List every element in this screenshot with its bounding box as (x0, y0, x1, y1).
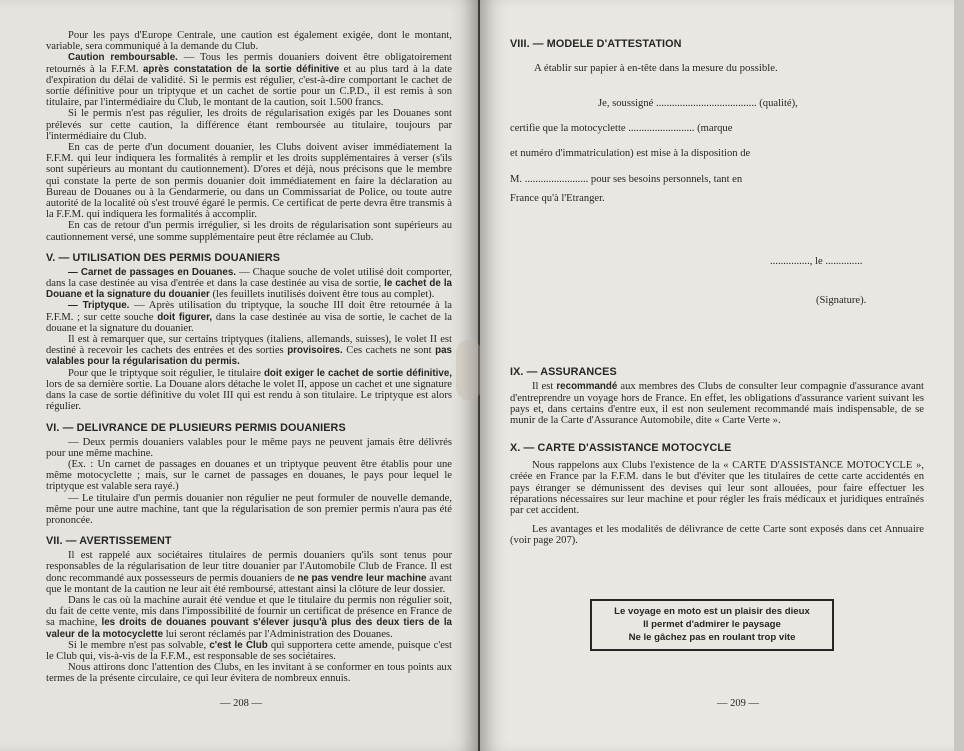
page-number-left: — 208 — (220, 698, 262, 709)
emphasis: après constatation de la sortie définitive (142, 63, 340, 75)
text: dans la case destinée au visa de sortie, le cachet de la douane et la signature du douanier. (46, 311, 452, 334)
attestation-place-date: ..............., le .............. (770, 256, 863, 268)
section-heading-ix: IX. — ASSURANCES (510, 366, 617, 379)
attestation-line-3: et numéro d'immatriculation) est mise à la disposition de (510, 148, 751, 160)
section-heading-v: V. — UTILISATION DES PERMIS DOUANIERS (46, 251, 281, 264)
delivrance-paragraph-2: (Ex. : Un carnet de passages en douanes et un triptyque peuvent être établis pour une même motocyclette ; mais, sur le carnet de passages en douanes, le pays pour lequel le triptyque est valable sera rayé.) (46, 458, 452, 493)
emphasis: recommandé (556, 381, 618, 393)
section-heading-viii: VIII. — MODELE D'ATTESTATION (510, 38, 682, 50)
text: Il est rappelé aux sociétaires titulaires de permis douaniers qu'ils sont tenus pour responsables de la régularisation de leur titre douanier par l'Automobile Club de France. Il est donc recommandé aux possesseurs de permis douaniers de (46, 550, 452, 584)
triptyque-paragraph (46, 300, 452, 334)
left-page (0, 0, 478, 751)
section-heading-vii: VII. — AVERTISSEMENT (46, 535, 172, 548)
emphasis: doit exiger le cachet de sortie définitive, (263, 367, 452, 379)
avertissement-paragraph-2 (46, 595, 452, 640)
page-number-right: — 209 — (717, 698, 759, 709)
caution-paragraph-2: Si le permis n'est pas régulier, les droits de régularisation exigés par les Douanes sont prélevés sur cette caution, la différence étant remboursée au titulaire, toujours par l'intermédiaire du Club. (46, 108, 452, 142)
library-stamp (456, 340, 482, 400)
carnet-title: — Carnet de passages en Douanes. (68, 266, 237, 278)
emphasis: les droits de douanes pouvant s'élever jusqu'à plus des deux tiers de la valeur de la motocyclette (46, 617, 452, 640)
triptyque-paragraph-3 (46, 368, 452, 413)
avertissement-paragraph-3 (46, 640, 452, 662)
text: — Chaque souche de volet utilisé doit comporter, dans la case destinée au visa d'entrée et dans la case destinée au visa de sortie, (46, 266, 453, 290)
carnet-paragraph (46, 267, 452, 301)
text: Ces cachets ne sont (342, 345, 436, 357)
text: Il est à remarquer que, sur certains triptyques (italiens, allemands, suisses), le volet II est destiné à recevoir les cachets des entrées et des sorties (46, 334, 452, 357)
caution-paragraph (46, 52, 452, 108)
text: lui seront réclamés par l'Administration des Douanes. (163, 628, 393, 640)
carte-paragraph-2: Les avantages et les modalités de délivrance de cette Carte sont exposés dans cet Annuaire (voir page 207). (510, 524, 924, 547)
attestation-line-1: Je, soussigné ...................................... (qualité), (598, 98, 798, 109)
attestation-signature: (Signature). (816, 295, 867, 307)
carte-paragraph: Nous rappelons aux Clubs l'existence de la « CARTE D'ASSISTANCE MOTOCYCLE », créée en France par la F.F.M. dans le but d'éviter que les titulaires de cette carte accidentés en pays étranger se démunissent des devises qui leur sont allouées, pour faire effectuer les réparations nécessaires sur leur machine et pour régler les frais médicaux et juridiques entraînés par cet accident. (510, 460, 924, 517)
text: Pour que le triptyque soit régulier, le titulaire (68, 367, 264, 379)
text: et au plus tard à la date d'expiration du délai de validité. Si le permis est régulier, c'est-à-dire comportant le cachet de sortie définitive pour un triptyque et un cachet de sortie pour un C.P.D., il est remis à son titulaire, par l'intermédiaire du Club, le montant de la caution, soit 1.500 francs. (46, 63, 453, 109)
attestation-line-2: certifie que la motocyclette ......................... (marque (510, 123, 733, 135)
emphasis: doit figurer, (157, 311, 213, 323)
emphasis: ne pas vendre leur machine (297, 572, 427, 584)
attestation-line-5: France qu'à l'Etranger. (510, 192, 605, 204)
motto-line-3: Ne le gâchez pas en roulant trop vite (628, 632, 796, 643)
book-edge (954, 0, 964, 751)
attestation-line-4: M. ........................ pour ses besoins personnels, tant en (510, 173, 743, 185)
assurances-paragraph (510, 381, 924, 426)
text: qui supportera cette amende, puisque c'est le Club qui, vis-à-vis de la F.F.M., est responsable de ses sociétaires. (46, 639, 452, 662)
avertissement-paragraph-4: Nous attirons donc l'attention des Clubs, en les invitant à se conformer en tous points aux termes de la présente circulaire, ce qui leur évitera de nombreux ennuis. (46, 662, 452, 685)
triptyque-paragraph-2 (46, 334, 452, 368)
avertissement-paragraph (46, 550, 452, 595)
motto-line-2: Il permet d'admirer le paysage (643, 619, 781, 630)
intro-paragraph: Pour les pays d'Europe Centrale, une caution est également exigée, dont le montant, variable, sera communiqué à la demande du Club. (46, 30, 452, 53)
caution-paragraph-4: En cas de retour d'un permis irrégulier, si les droits de régularisation sont supérieurs au cautionnement versé, une somme supplémentaire peut être réclamée au Club. (46, 220, 452, 243)
text: (les feuillets inutilisés doivent être tous au complet). (209, 289, 435, 301)
text: — Après utilisation du triptyque, la souche III doit être retournée à la F.F.M. ; sur cette souche (46, 300, 452, 323)
emphasis: provisoires. (287, 345, 343, 357)
emphasis: le cachet de la Douane et la signature du douanier (46, 278, 452, 301)
caution-title: Caution remboursable. (68, 52, 178, 64)
text: Il est (532, 381, 557, 393)
text: lors de sa dernière sortie. La Douane alors détache le volet II, appose un cachet et une signature dans la case de sortie définitive du volet III qui est rendu à son titulaire. Le triptyque est alors régulier. (46, 378, 452, 413)
text: aux membres des Clubs de consulter leur compagnie d'assurance avant d'entreprendre un voyage hors de France. En effet, les obligations d'assurance varient suivant les pays et, dans certains d'entre eux, il est non seulement recommandé mais indispensable, de se munir de la Carte d'Assurance Automobile, dite « Carte Verte ». (510, 381, 924, 427)
motto-line-1: Le voyage en moto est un plaisir des dieux (614, 606, 810, 617)
delivrance-paragraph: — Deux permis douaniers valables pour le même pays ne peuvent jamais être délivrés pour une même machine. (46, 436, 452, 459)
text: Dans le cas où la machine aurait été vendue et que le titulaire du permis non régulier soit, du fait de cette vente, mis dans l'impossibilité de fournir un certificat de présence en France de sa machine, (46, 594, 452, 629)
motto-box (590, 599, 834, 651)
section-heading-vi: VI. — DELIVRANCE DE PLUSIEURS PERMIS DOUANIERS (46, 421, 346, 434)
emphasis: pas valables pour la régularisation du permis. (46, 345, 452, 368)
attestation-intro: A établir sur papier à en-tête dans la mesure du possible. (534, 62, 778, 74)
section-heading-x: X. — CARTE D'ASSISTANCE MOTOCYCLE (510, 442, 732, 455)
text: avant que le montant de la caution ne leur ait été remboursé, attestant ainsi la clôture de leur dossier. (46, 572, 453, 595)
triptyque-title: — Triptyque. (68, 300, 130, 312)
caution-paragraph-3: En cas de perte d'un document douanier, les Clubs doivent aviser immédiatement la F.F.M. qui leur indiquera les formalités à remplir et les droits supplémentaires à verser (s'ils sont supérieurs au montant du cautionnement). D'ores et déjà, nous précisons que le membre qui constate la perte de son permis douanier doit immédiatement en faire la déclaration au Bureau de Douanes ou à la Gendarmerie, ou dans un Commissariat de Police, ou toute autre autorité de la localité où s'est trouvé égaré le permis. Ce certificat de perte devra être transmis à la F.F.M. qui indiquera les formalités à accomplir. (46, 142, 452, 221)
text: Si le membre n'est pas solvable, (68, 639, 210, 651)
text: — Tous les permis douaniers doivent être obligatoirement retournés à la F.F.M. (46, 52, 452, 75)
right-page (480, 0, 964, 751)
emphasis: c'est le Club (209, 639, 268, 651)
delivrance-paragraph-3: — Le titulaire d'un permis douanier non régulier ne peut formuler de nouvelle demande, même pour une autre machine, tant que la régularisation de son premier permis n'aura pas été prononcée. (46, 492, 452, 526)
